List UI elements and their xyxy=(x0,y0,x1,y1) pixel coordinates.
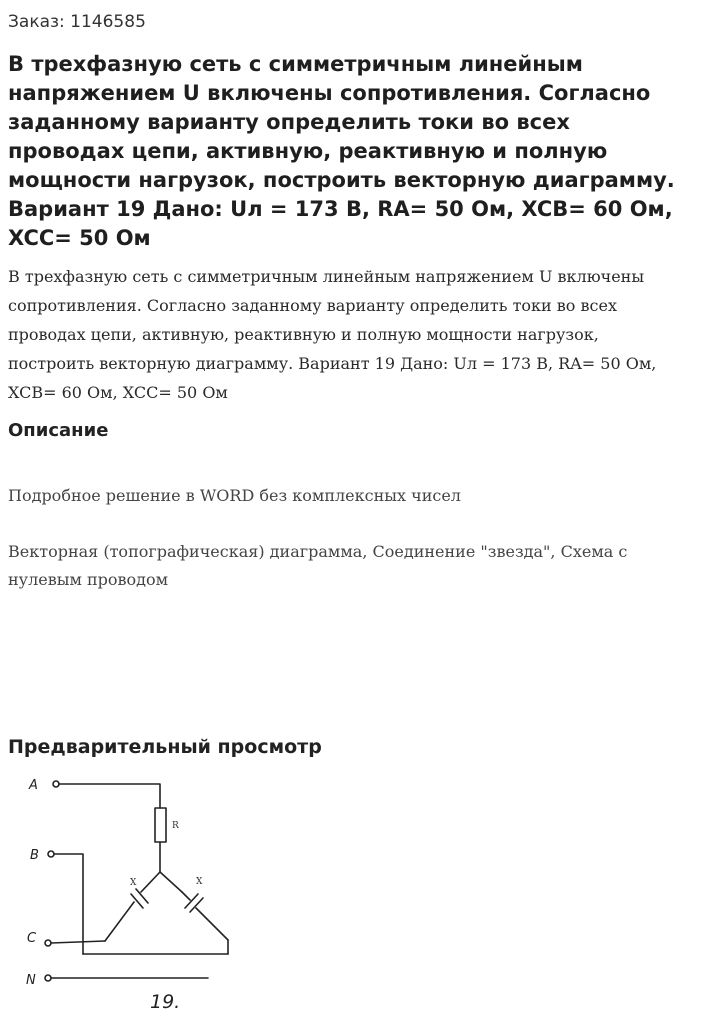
description-heading: Описание xyxy=(8,420,109,441)
label-r: R xyxy=(172,821,179,831)
wire-star-left xyxy=(141,872,160,892)
label-n: N xyxy=(26,973,36,988)
order-number: Заказ: 1146585 xyxy=(8,12,146,32)
terminal-a xyxy=(53,781,59,787)
wire-c xyxy=(51,941,105,943)
wire-star-right-2 xyxy=(182,892,190,900)
label-xc: X xyxy=(196,877,203,887)
description-paragraph-1: Подробное решение в WORD без комплексных чисел xyxy=(8,486,461,505)
preview-heading: Предварительный просмотр xyxy=(8,736,322,758)
terminal-c xyxy=(45,940,51,946)
wire-star-right xyxy=(160,872,182,892)
terminal-b xyxy=(48,851,54,857)
label-variant: 19. xyxy=(150,991,181,1013)
wire-cap-b-down xyxy=(105,902,134,941)
task-text: В трехфазную сеть с симметричным линейным напряжением U включены сопротивления. Согласно заданному варианту определить токи во всех проводах цепи, активную, реактивную и полную мощности нагрузок, построить векторную диаграмму. Вариант 19 Дано: Uл = 173 В, RA= 50 Ом, XCB= 60 Ом, XCC= 50 Ом xyxy=(8,267,657,402)
wire-cap-c-down xyxy=(196,908,228,940)
description-paragraph-2: Векторная (топографическая) диаграмма, Соединение "звезда", Схема с нулевым проводом xyxy=(8,542,628,589)
label-a: A xyxy=(29,778,38,793)
terminal-n xyxy=(45,975,51,981)
label-c: C xyxy=(27,931,37,946)
label-xb: X xyxy=(130,878,137,888)
circuit-preview-image xyxy=(10,768,250,1016)
wire-b xyxy=(54,854,83,954)
resistor-r xyxy=(155,808,166,842)
circuit-diagram xyxy=(10,768,250,1016)
label-b: B xyxy=(30,848,39,863)
task-title: В трехфазную сеть с симметричным линейным напряжением U включены сопротивления. Согласно заданному варианту определить токи во всех проводах цепи, активную, реактивную и полную мощности нагрузок, построить векторную диаграмму. Вариант 19 Дано: Uл = 173 В, RA= 50 Ом, XCB= 60 Ом, XCC= 50 Ом xyxy=(8,52,675,250)
wire-a xyxy=(59,784,160,808)
